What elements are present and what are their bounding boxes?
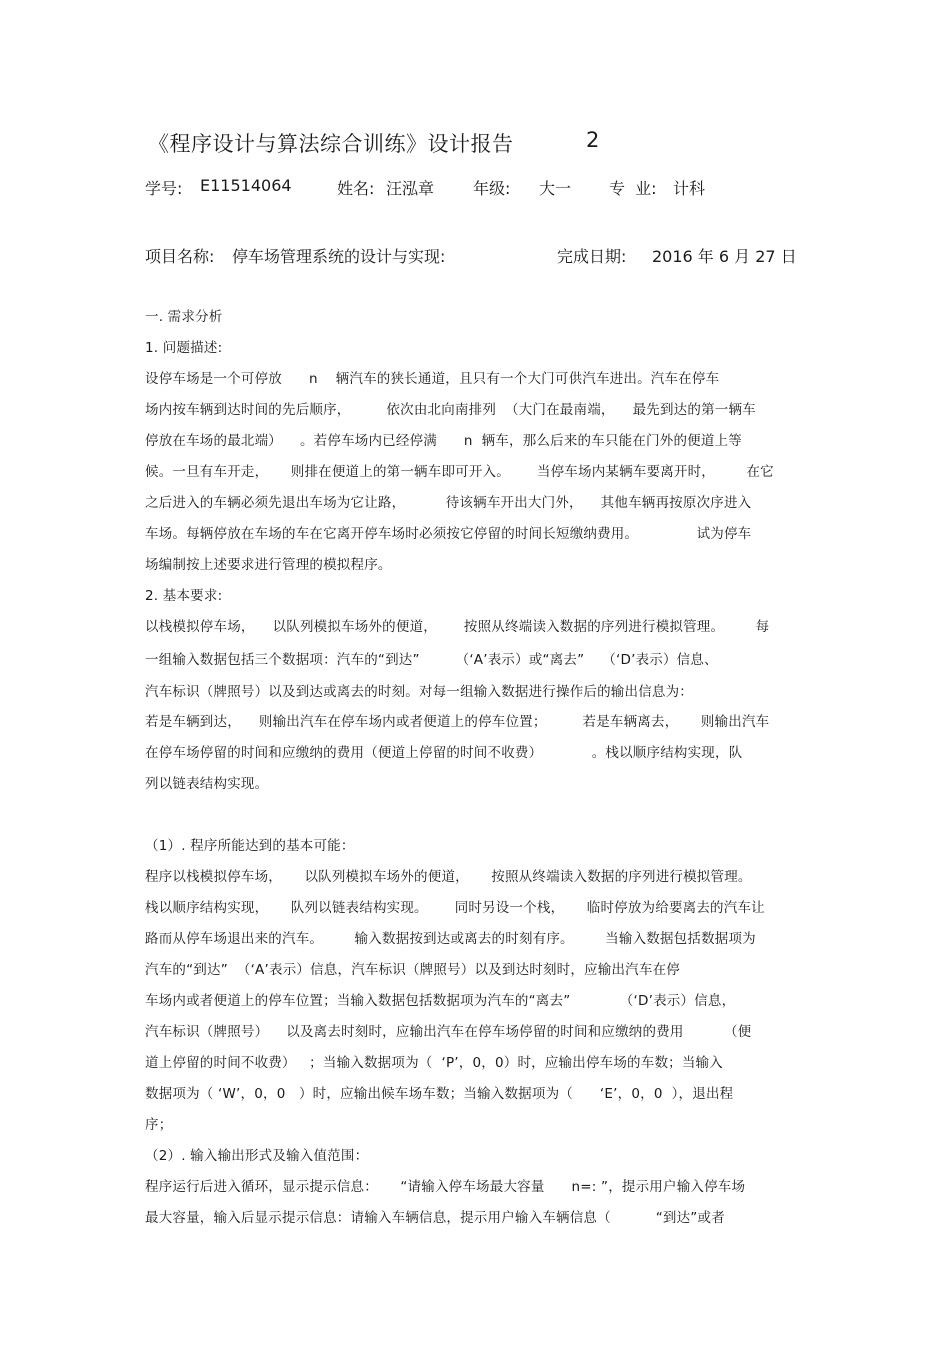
paragraph-line: 之后进入的车辆必须先退出车场为它让路， 待该辆车开出大门外， 其他车辆再按原次序进入 <box>145 495 752 511</box>
subsection-heading: 1. 问题描述: <box>145 340 223 356</box>
paragraph-line: 列以链表结构实现。 <box>145 776 269 792</box>
subsection-heading: （2）. 输入输出形式及输入值范围： <box>145 1148 369 1164</box>
grade-label: 年级: <box>473 179 511 198</box>
report-title-number: 2 <box>586 128 600 152</box>
project-name-label: 项目名称: <box>145 247 215 266</box>
section-heading: 一. 需求分析 <box>145 309 223 325</box>
paragraph-line: 栈以顺序结构实现， 队列以链表结构实现。 同时另设一个栈， 临时停放为给要离去的汽车让 <box>145 900 765 916</box>
paragraph-line: 道上停留的时间不收费） ；当输入数据项为（ ‘P’，0，0）时，应输出停车场的车数；当输入 <box>145 1055 723 1071</box>
paragraph-line: 最大容量，输入后显示提示信息：请输入车辆信息，提示用户输入车辆信息（ “到达”或者 <box>145 1210 725 1226</box>
paragraph-line: 候。一旦有车开走， 则排在便道上的第一辆车即可开入。 当停车场内某辆车要离开时， 在它 <box>145 464 774 480</box>
paragraph-line: 程序以栈模拟停车场， 以队列模拟车场外的便道， 按照从终端读入数据的序列进行模拟管理。 <box>145 869 752 885</box>
paragraph-line: 车场。每辆停放在车场的车在它离开停车场时必须按它停留的时间长短缴纳费用。 试为停车 <box>145 526 752 542</box>
paragraph-line: 汽车标识（牌照号）以及到达或离去的时刻。对每一组输入数据进行操作后的输出信息为： <box>145 684 693 700</box>
paragraph-line: 若是车辆到达， 则输出汽车在停车场内或者便道上的停车位置； 若是车辆离去， 则输出汽车 <box>145 714 770 730</box>
project-name-value: 停车场管理系统的设计与实现: <box>232 247 446 266</box>
name-value: 汪泓章 <box>386 179 435 198</box>
paragraph-line: 程序运行后进入循环，显示提示信息： “请输入停车场最大容量 n=: ”，提示用户输入停车场 <box>145 1179 746 1195</box>
paragraph-line: 路而从停车场退出来的汽车。 输入数据按到达或离去的时刻有序。 当输入数据包括数据项为 <box>145 931 756 947</box>
completion-date-label: 完成日期: <box>557 247 627 266</box>
subsection-heading: （1）. 程序所能达到的基本可能： <box>145 838 355 854</box>
student-id-value: E11514064 <box>200 176 292 195</box>
report-title: 《程序设计与算法综合训练》设计报告 <box>148 132 514 156</box>
subsection-heading: 2. 基本要求: <box>145 588 223 604</box>
paragraph-line: 设停车场是一个可停放 n 辆汽车的狭长通道，且只有一个大门可供汽车进出。汽车在停车 <box>145 371 720 387</box>
paragraph-line: 车场内或者便道上的停车位置；当输入数据包括数据项为汽车的“离去” （‘D’表示）信息， <box>145 993 736 1009</box>
paragraph-line: 场内按车辆到达时间的先后顺序， 依次由北向南排列 （大门在最南端， 最先到达的第一辆车 <box>145 402 756 418</box>
paragraph-line: 以栈模拟停车场， 以队列模拟车场外的便道， 按照从终端读入数据的序列进行模拟管理。 每 <box>145 619 770 635</box>
paragraph-line: 序； <box>145 1117 173 1133</box>
paragraph-line: 场编制按上述要求进行管理的模拟程序。 <box>145 557 392 573</box>
grade-value: 大一 <box>539 179 572 198</box>
major-value: 计科 <box>673 179 706 198</box>
paragraph-line: 在停车场停留的时间和应缴纳的费用（便道上停留的时间不收费） 。栈以顺序结构实现，队 <box>145 745 743 761</box>
completion-date-value: 2016 年 6 月 27 日 <box>652 247 797 266</box>
name-label: 姓名: <box>337 179 375 198</box>
paragraph-line: 一组输入数据包括三个数据项：汽车的“到达” （‘A’表示）或“离去” （‘D’表示）信息、 <box>145 652 718 668</box>
major-label: 专 业: <box>609 179 657 198</box>
paragraph-line: 汽车标识（牌照号） 以及离去时刻时，应输出汽车在停车场停留的时间和应缴纳的费用 （便 <box>145 1024 752 1040</box>
paragraph-line: 停放在车场的最北端） 。若停车场内已经停满 n 辆车，那么后来的车只能在门外的便道上等 <box>145 433 742 449</box>
student-id-label: 学号: <box>145 179 183 198</box>
paragraph-line: 汽车的“到达” （‘A’表示）信息，汽车标识（牌照号）以及到达时刻时，应输出汽车在停 <box>145 962 680 978</box>
paragraph-line: 数据项为（ ‘W’，0，0 ）时，应输出候车场车数；当输入数据项为（ ‘E’，0，0 ），退出程 <box>145 1086 734 1102</box>
